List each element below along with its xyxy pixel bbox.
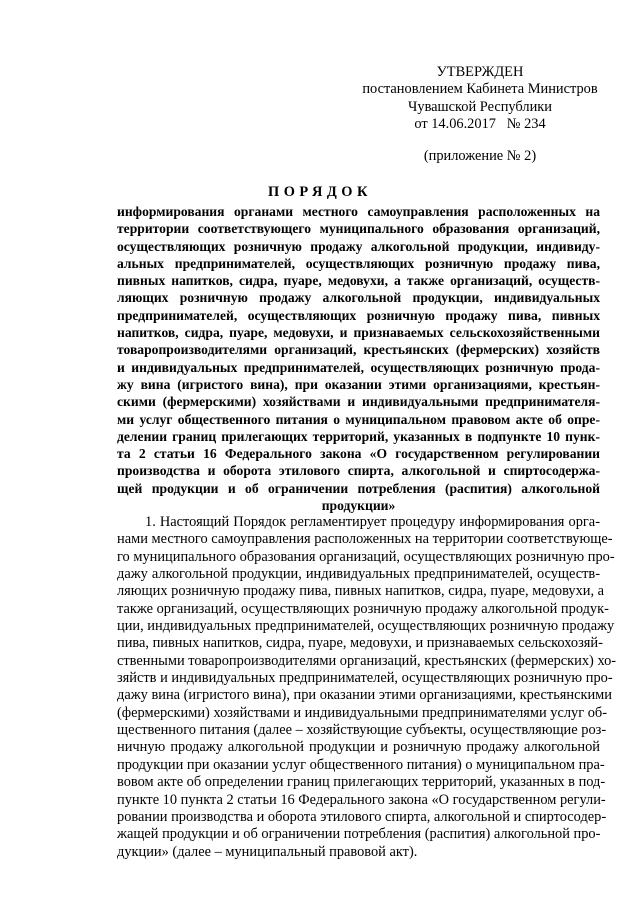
subtitle-line: щей продукции и об ограничении потребления (распития) алкогольной — [117, 480, 600, 496]
paragraph-line: вовом акте об определении границ прилегающих территорий, указанных в под- — [117, 774, 606, 791]
approval-date-number: от 14.06.2017 № 234 — [414, 115, 546, 132]
subtitle-line: ляющих розничную продажу алкогольной продукции, индивидуальных — [117, 290, 600, 306]
paragraph-line: пункте 10 пункта 2 статьи 16 Федерального закона «О государственном регули- — [117, 791, 606, 808]
paragraph-line: го муниципального образования организаций, осуществляющих розничную про- — [117, 548, 615, 565]
paragraph-line: (фермерскими) хозяйствами и индивидуальными предпринимателями услуг об- — [117, 704, 608, 721]
subtitle-line: альных предпринимателей, осуществляющих розничную продажу пива, — [117, 255, 600, 271]
subtitle-line: информирования органами местного самоуправления расположенных на — [117, 204, 600, 219]
document-subtitle — [117, 203, 600, 514]
subtitle-line: производства и оборота этилового спирта, алкогольной и спиртосодержа- — [117, 463, 600, 479]
annex-note: (приложение № 2) — [423, 148, 537, 165]
paragraph-line: продукции при оказании услуг общественного питания) о муниципальном пра- — [117, 756, 605, 773]
subtitle-line: ми услуг общественного питания о муниципальном правовом акте об опре- — [117, 411, 600, 427]
paragraph-line: ничную продажу алкогольной продукции и розничную продажу алкогольной — [117, 739, 600, 756]
paragraph-line: 1. Настоящий Порядок регламентирует процедуру информирования орга- — [145, 514, 600, 530]
subtitle-line: та 2 статьи 16 Федерального закона «О государственном регулировании — [117, 446, 600, 462]
approval-line-2: Чувашской Республики — [408, 98, 552, 115]
paragraph-line: дажу алкогольной продукции, индивидуальных предпринимателей, осуществ- — [117, 566, 600, 583]
subtitle-line: жу вина (игристого вина), при оказании этими организациями, крестьян- — [117, 376, 600, 392]
approval-heading: УТВЕРЖДЕН — [436, 64, 524, 80]
paragraph-line: дукции» (далее – муниципальный правовой акт). — [117, 843, 418, 860]
paragraph-line: ровании производства и оборота этилового спирта, алкогольной и спиртосодер- — [117, 808, 607, 825]
approval-block — [345, 64, 615, 165]
subtitle-line: осуществляющих розничную продажу алкогольной продукции, индивиду- — [117, 238, 600, 254]
subtitle-line: скими (фермерскими) хозяйствами и индивидуальными предпринимателя- — [117, 394, 600, 410]
document-title: ПОРЯДОК — [268, 184, 372, 200]
approval-line-1: постановлением Кабинета Министров — [362, 81, 598, 98]
subtitle-line: напитков, сидра, пуаре, медовухи, и признаваемых сельскохозяйственными — [117, 325, 600, 341]
subtitle-line: и индивидуальных предпринимателей, осуществляющих розничную прода- — [117, 359, 600, 375]
paragraph-line: жащей продукции и об ограничении потребления (распития) алкогольной про- — [117, 826, 601, 843]
subtitle-line: территории соответствующего муниципального образования организаций, — [117, 221, 600, 237]
paragraph-1 — [117, 514, 617, 861]
paragraph-line: ственными товаропроизводителями организаций, крестьянских (фермерских) хо- — [117, 652, 617, 669]
paragraph-line: щественного питания (далее – хозяйствующие субъекты, осуществляющие роз- — [117, 722, 607, 739]
subtitle-line: делении границ прилегающих территорий, указанных в подпункте 10 пунк- — [117, 428, 600, 444]
subtitle-line: продукции» — [321, 498, 396, 514]
paragraph-line: также организаций, осуществляющих розничную продажу алкогольной продук- — [117, 600, 609, 617]
paragraph-line: нами местного самоуправления расположенных на территории соответствующе- — [117, 531, 613, 548]
subtitle-line: товаропроизводителями организаций, крестьянских (фермерских) хозяйств — [117, 342, 600, 358]
subtitle-line: пивных напитков, сидра, пуаре, медовухи, а также организаций, осуществ- — [117, 273, 600, 289]
paragraph-line: ции, индивидуальных предпринимателей, осуществляющих розничную продажу — [117, 618, 615, 635]
paragraph-line: дажу вина (игристого вина), при оказании этими организациями, крестьянскими — [117, 687, 612, 704]
subtitle-line: предпринимателей, осуществляющих розничную продажу пива, пивных — [117, 307, 600, 323]
paragraph-line: пива, пивных напитков, сидра, пуаре, медовухи, и признаваемых сельскохозяй- — [117, 635, 603, 652]
paragraph-line: ляющих розничную продажу пива, пивных напитков, сидра, пуаре, медовухи, а — [117, 583, 605, 600]
paragraph-line: зяйств и индивидуальных предпринимателей, осуществляющих розничную про- — [117, 670, 613, 687]
